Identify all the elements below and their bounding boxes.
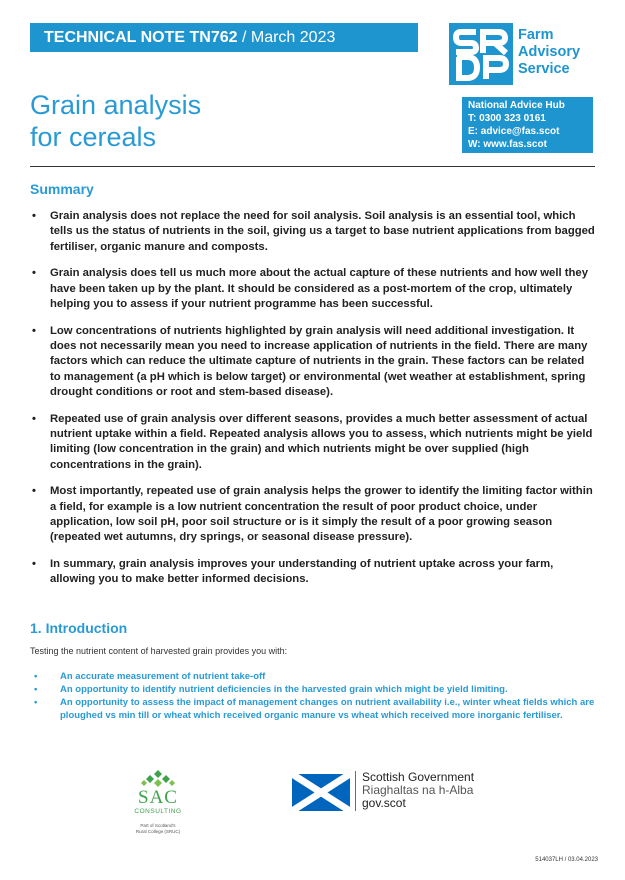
- summary-heading: Summary: [30, 181, 94, 197]
- summary-item: [30, 209, 595, 255]
- footer-document-code: 514037LH / 03.04.2023: [535, 857, 598, 863]
- contact-hub: National Advice Hub: [468, 100, 565, 111]
- summary-list: [30, 209, 595, 599]
- srdp-letters-graphic: [449, 23, 513, 85]
- logo-divider: [355, 771, 356, 811]
- bullet-icon: •: [32, 210, 36, 222]
- summary-item: [30, 412, 595, 473]
- summary-item-text: Repeated use of grain analysis over different seasons, provides a much better assessment of actual nutrient uptake within a field. Repeated analysis allows you to assess, which nutrients might be yield limiting (low concentration in the grain) and which nutrients might be over supplied (high concentrations in the grain).: [50, 412, 593, 471]
- title-line-2: for cereals: [30, 122, 157, 152]
- summary-item: [30, 266, 595, 312]
- fas-name-line-1: Farm: [518, 27, 554, 43]
- summary-item: [30, 484, 595, 545]
- sac-part-of-line-1: Part of Scotland's: [140, 823, 176, 828]
- technical-note-code: TECHNICAL NOTE TN762: [44, 29, 238, 46]
- bullet-icon: •: [32, 267, 36, 280]
- summary-item-text: Most importantly, repeated use of grain analysis helps the grower to identify the limiting factor within a field, for example is a low nutrient concentration the result of poor product choice, under application, low soil pH, poor soil structure or is it simply the result of a poor growing season (repeated wet autumns, dry springs, or seasonal disease pressure).: [50, 485, 593, 544]
- bullet-icon: •: [32, 324, 36, 337]
- introduction-item-text: An opportunity to identify nutrient deficiencies in the harvested grain which might be yield limiting.: [60, 684, 508, 695]
- introduction-item: [30, 670, 595, 683]
- introduction-lead: Testing the nutrient content of harvested grain provides you with:: [30, 646, 288, 656]
- summary-item-text: In summary, grain analysis improves your understanding of nutrient uptake across your farm, allowing you to make better informed decisions.: [50, 558, 554, 586]
- technical-note-banner: [30, 23, 418, 52]
- bullet-icon: •: [32, 412, 36, 425]
- introduction-item-text: An accurate measurement of nutrient take-off: [60, 671, 266, 682]
- title-line-1: Grain analysis: [30, 90, 202, 120]
- scottish-government-logo: [292, 771, 502, 811]
- summary-item-text: Grain analysis does not replace the need for soil analysis. Soil analysis is an essential tool, which tells us the status of nutrients in the soil, giving us a target to base nutrient applications from bagged fertiliser, organic manure and composts.: [50, 210, 595, 253]
- contact-box: [462, 97, 593, 153]
- introduction-item-text: An opportunity to assess the impact of management changes on nutrient availability i.e., winter wheat fields which are ploughed vs min till or wheat which received organic manure vs wheat which received more inorganic fertiliser.: [60, 697, 595, 721]
- introduction-item: [30, 683, 595, 696]
- bullet-icon: •: [32, 485, 36, 498]
- summary-item-text: Low concentrations of nutrients highlighted by grain analysis will need additional investigation. It does not necessarily mean you need to increase application of nutrients in the field. There are many factors which can reduce the ultimate capture of nutrients in the grain. These factors can be related to management (a pH which is below target) or environmental (wet weather at establishment, spring drought conditions or root and stem-based disease).: [50, 324, 588, 398]
- publication-date: March 2023: [250, 29, 336, 46]
- contact-phone: T: 0300 323 0161: [468, 113, 546, 124]
- introduction-item: [30, 696, 595, 722]
- srdp-logo-mark: [449, 23, 513, 85]
- sac-part-of: [128, 823, 188, 835]
- saltire-flag-icon: [292, 774, 350, 811]
- sac-name: SAC: [138, 787, 178, 808]
- bullet-icon: •: [34, 684, 38, 695]
- contact-email: E: advice@fas.scot: [468, 126, 560, 137]
- fas-name: [518, 27, 580, 78]
- header-divider: [30, 166, 595, 167]
- fas-name-line-3: Service: [518, 61, 570, 77]
- contact-web: W: www.fas.scot: [468, 139, 547, 150]
- sac-diamonds-icon: [141, 770, 175, 788]
- summary-item-text: Grain analysis does tell us much more about the actual capture of these nutrients and how well they have been taken up by the plant. It should be considered as a post-mortem of the crop, ultimately helping you to assess if your nutrient programme has been successful.: [50, 267, 588, 310]
- bullet-icon: •: [34, 671, 38, 682]
- summary-item: [30, 324, 595, 400]
- sac-part-of-line-2: Rural College (SRUC): [135, 829, 181, 834]
- introduction-list: [30, 670, 595, 722]
- introduction-heading: 1. Introduction: [30, 620, 128, 636]
- bullet-icon: •: [32, 558, 36, 571]
- bullet-icon: •: [34, 697, 38, 708]
- sac-consulting-logo: [128, 770, 188, 854]
- page-title: [30, 89, 201, 153]
- banner-separator: /: [241, 29, 247, 46]
- scottish-government-wordmark: [362, 771, 474, 810]
- fas-name-line-2: Advisory: [518, 44, 581, 60]
- scottish-government-domain: gov.scot: [362, 796, 406, 810]
- farm-advisory-service-logo: [449, 23, 594, 85]
- scottish-government-name: Scottish Government: [362, 770, 475, 784]
- sac-subtitle: CONSULTING: [134, 808, 182, 815]
- scottish-government-gaelic-name: Riaghaltas na h-Alba: [362, 783, 474, 797]
- summary-item: [30, 557, 595, 588]
